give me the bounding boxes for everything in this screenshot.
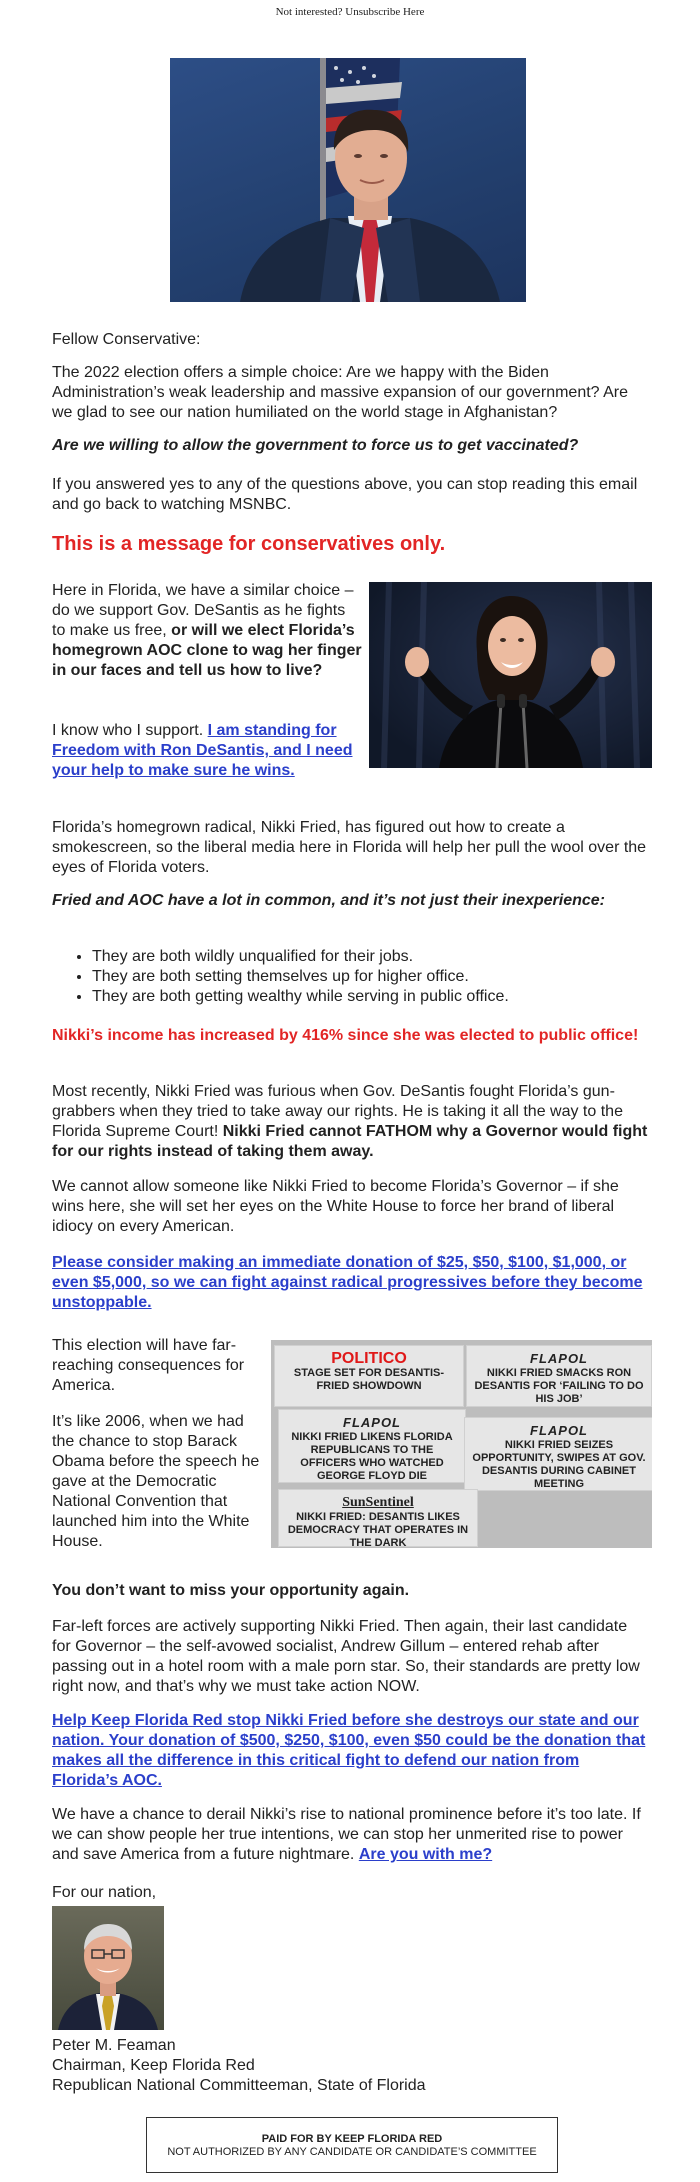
headline-clip — [465, 1418, 652, 1490]
gun-grabbers-paragraph — [52, 1082, 648, 1162]
politico-logo: POLITICO — [331, 1350, 407, 1367]
headline-clip-text: NIKKI FRIED: DESANTIS LIKES DEMOCRACY THAT OPERATES IN THE DARK — [287, 1511, 469, 1548]
intro-paragraph-text: The 2022 election offers a simple choice: Are we happy with the Biden Administration’s weak leadership and massive expansion of our government? Are we glad to see our nation humiliated on the world stage in Afghanistan? — [52, 364, 629, 421]
donate-link-1[interactable]: Please consider making an immediate donation of $25, $50, $100, $1,000, or even $5,000, so we can fight against radical progressives before they become unstoppable. — [52, 1254, 643, 1311]
headline-clip — [279, 1490, 477, 1546]
hero-photo-desantis — [170, 58, 526, 302]
far-left-text: Far-left forces are actively supporting Nikki Fried. Then again, their last candidate for Governor – the self-avowed socialist, Andrew Gillum – entered rehab after passing out in a hotel room with a male porn star. So, their standards are pretty low right now, and that’s why we must take action NOW. — [52, 1618, 640, 1695]
greeting-text: Fellow Conservative: — [52, 331, 201, 348]
stand-with-desantis-link[interactable]: I am standing for Freedom with Ron DeSantis, and I need your help to make sure he wins. — [52, 722, 353, 779]
headline-clip-text: NIKKI FRIED SEIZES OPPORTUNITY, SWIPES AT GOV. DESANTIS DURING CABINET MEETING — [472, 1439, 646, 1490]
radical-text: Florida’s homegrown radical, Nikki Fried, has figured out how to create a smokescreen, so the liberal media here in Florida will help her pull the wool over the eyes of Florida voters. — [52, 819, 647, 876]
conservatives-headline-text: This is a message for conservatives only. — [52, 533, 446, 555]
signature-block — [52, 2036, 648, 2096]
closing-text: For our nation, — [52, 1884, 157, 1901]
sunsentinel-logo: SunSentinel — [342, 1495, 414, 1510]
headline-collage — [271, 1340, 652, 1548]
donation-link-block-2 — [52, 1711, 648, 1791]
headline-clip — [279, 1410, 465, 1482]
derail-lead: We have a chance to derail Nikki’s rise to national prominence before it’s too late. If we can show people her true intentions, we can stop her unmerited rise to power and save America from a future nightmare. — [52, 1806, 641, 1863]
disclaimer-line-2: NOT AUTHORIZED BY ANY CANDIDATE OR CANDIDATE’S COMMITTEE — [167, 2146, 537, 2158]
bullet-list — [52, 947, 648, 1007]
headline-clip-text: STAGE SET FOR DESANTIS-FRIED SHOWDOWN — [293, 1367, 445, 1392]
signer-title-1: Chairman, Keep Florida Red — [52, 2057, 255, 2074]
signer-photo — [52, 1906, 164, 2030]
list-item: • They are both wildly unqualified for their jobs. — [92, 947, 648, 967]
closing — [52, 1883, 648, 1903]
gun-grabbers-bold: Nikki Fried cannot FATHOM why a Governor would fight for our rights instead of taking them away. — [52, 1123, 648, 1160]
donate-link-2[interactable]: Help Keep Florida Red stop Nikki Fried before she destroys our state and our nation. Your donation of $500, $250, $100, even $50 could be the donation that makes all the difference in this critical fight to defend our nation from Florida’s AOC. — [52, 1712, 646, 1789]
far-left-paragraph — [52, 1617, 648, 1697]
unsubscribe-link[interactable]: Not interested? Unsubscribe Here — [275, 6, 425, 18]
miss-opportunity-text: You don’t want to miss your opportunity again. — [52, 1582, 410, 1599]
gun-grabbers-lead: Most recently, Nikki Fried was furious when Gov. DeSantis fought Florida’s gun-grabbers when they tried to take away our rights. He is taking it all the way to the Florida Supreme Court! — [52, 1083, 623, 1140]
radical-paragraph — [52, 818, 648, 878]
florida-choice-bold: or will we elect Florida’s homegrown AOC clone to wag her finger in our faces and tell us how to live? — [52, 622, 362, 679]
common-heading-text: Fried and AOC have a lot in common, and it’s not just their inexperience: — [52, 892, 605, 909]
conservatives-headline — [52, 531, 648, 557]
headline-clip-text: NIKKI FRIED LIKENS FLORIDA REPUBLICANS TO THE OFFICERS WHO WATCHED GEORGE FLOYD DIE — [291, 1431, 453, 1482]
consequences-text: This election will have far-reaching consequences for America. — [52, 1337, 245, 1394]
governor-text: We cannot allow someone like Nikki Fried to become Florida’s Governor – if she wins here, she will set her eyes on the White House to force her brand of liberal idiocy on every American. — [52, 1178, 619, 1235]
paid-for-disclaimer — [146, 2117, 558, 2173]
flapol-logo: FLAPOL — [530, 1423, 588, 1438]
flapol-logo: FLAPOL — [530, 1351, 588, 1366]
support-lead: I know who I support. — [52, 722, 208, 739]
support-text — [52, 721, 362, 781]
disclaimer-line-1: PAID FOR BY KEEP FLORIDA RED — [261, 2133, 443, 2145]
gun-grabbers-text — [52, 1082, 648, 1162]
headline-clip — [275, 1346, 463, 1406]
florida-choice-text — [52, 581, 362, 681]
income-callout — [52, 1026, 648, 1046]
governor-paragraph — [52, 1177, 648, 1237]
obama-text: It’s like 2006, when we had the chance to stop Barack Obama before the speech he gave at the Democratic National Convention that launched him into the White House. — [52, 1413, 260, 1550]
fried-illustration — [369, 582, 652, 768]
desantis-illustration — [170, 58, 526, 302]
list-item: • They are both getting wealthy while serving in public office. — [92, 987, 648, 1007]
intro-paragraph — [52, 363, 648, 423]
obama-paragraph — [52, 1412, 260, 1552]
nikki-fried-photo — [369, 582, 652, 768]
list-item: • They are both setting themselves up for higher office. — [92, 967, 648, 987]
income-callout-text: Nikki’s income has increased by 416% since she was elected to public office! — [52, 1027, 639, 1044]
feaman-illustration — [52, 1906, 164, 2030]
consequences-paragraph — [52, 1336, 260, 1396]
vaccine-question — [52, 436, 648, 456]
msnbc-paragraph — [52, 475, 648, 515]
greeting — [52, 330, 648, 350]
comparison-list — [52, 947, 648, 1007]
derail-text — [52, 1805, 648, 1865]
derail-paragraph — [52, 1805, 648, 1865]
msnbc-paragraph-text: If you answered yes to any of the questions above, you can stop reading this email and go back to watching MSNBC. — [52, 476, 638, 513]
headline-clip-text: NIKKI FRIED SMACKS RON DESANTIS FOR ‘FAILING TO DO HIS JOB’ — [474, 1367, 644, 1405]
common-heading — [52, 891, 648, 911]
florida-choice-paragraph — [52, 581, 362, 681]
signer-name: Peter M. Feaman — [52, 2037, 176, 2054]
miss-opportunity — [52, 1581, 648, 1601]
are-you-with-me-link[interactable]: Are you with me? — [358, 1846, 493, 1863]
support-paragraph — [52, 721, 362, 781]
vaccine-question-text: Are we willing to allow the government to force us to get vaccinated? — [52, 437, 579, 454]
donation-link-block-1 — [52, 1253, 648, 1313]
headline-clip — [467, 1346, 651, 1406]
flapol-logo: FLAPOL — [343, 1415, 401, 1430]
florida-choice-lead: Here in Florida, we have a similar choice – do we support Gov. DeSantis as he fights to make us free, — [52, 582, 354, 639]
signer-title-2: Republican National Committeeman, State of Florida — [52, 2077, 426, 2094]
